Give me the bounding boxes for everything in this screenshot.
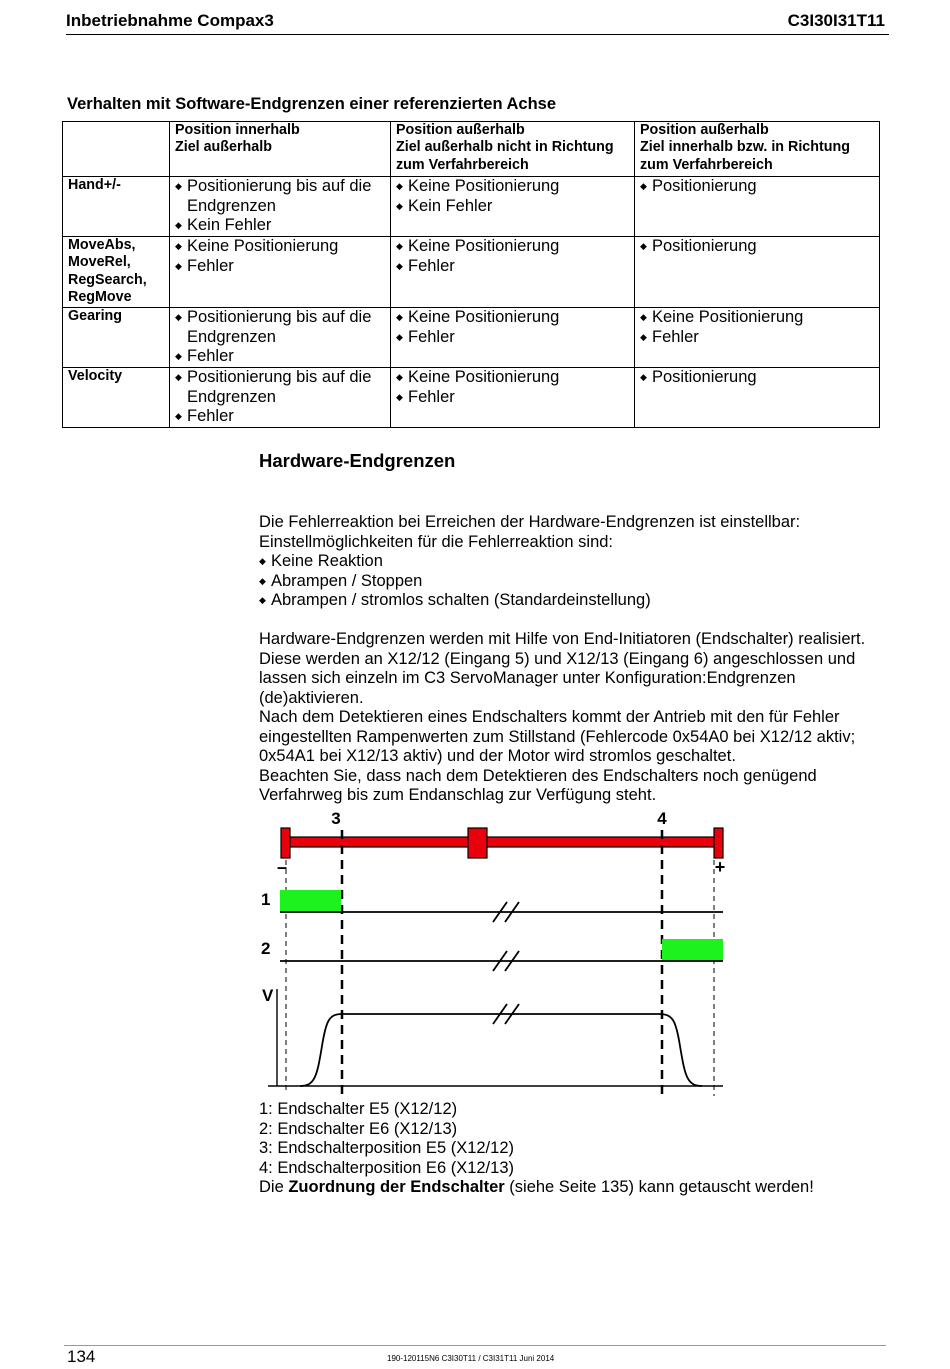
row-label: Velocity xyxy=(63,368,170,428)
cell-bullet: ◆ Keine Positionierung xyxy=(396,308,629,328)
page-number: 134 xyxy=(67,1347,96,1366)
velocity-axis-label: V xyxy=(262,986,274,1005)
cell-bullet: ◆ Fehler xyxy=(175,347,385,367)
cell-bullet: ◆ Positionierung bis auf die Endgrenzen xyxy=(175,177,385,216)
option-bullet: ◆ Abrampen / stromlos schalten (Standardeinstellung) xyxy=(259,591,899,611)
legend-item: 1: Endschalter E5 (X12/12) xyxy=(259,1100,458,1118)
hardware-limits-heading: Hardware-Endgrenzen xyxy=(259,450,456,471)
legend-item: 2: Endschalter E6 (X12/13) xyxy=(259,1119,458,1138)
cell-bullet: ◆ Fehler xyxy=(175,257,385,277)
column-header-line2: Ziel außerhalb xyxy=(175,139,272,156)
diagram-legend xyxy=(259,1100,814,1198)
row-label: MoveAbs, MoveRel, RegSearch, RegMove xyxy=(63,237,170,308)
velocity-profile-curve xyxy=(300,1014,702,1086)
table-cell xyxy=(635,237,880,308)
table-cell xyxy=(391,177,635,237)
row-label: Hand+/- xyxy=(63,177,170,237)
cell-bullet: ◆ Fehler xyxy=(175,407,385,427)
table-cell xyxy=(635,308,880,368)
text-line: Einstellmöglichkeiten für die Fehlerreaktion sind: xyxy=(259,532,614,551)
minus-label: – xyxy=(276,857,288,877)
text-line: Hardware-Endgrenzen werden mit Hilfe von End-Initiatoren (Endschalter) realisiert. xyxy=(259,630,866,648)
legend-item: 3: Endschalterposition E5 (X12/12) xyxy=(259,1139,514,1157)
cell-bullet: ◆ Fehler xyxy=(396,257,629,277)
cell-bullet: ◆ Keine Positionierung xyxy=(396,177,629,197)
table-header-row xyxy=(63,122,880,177)
hw-paragraph xyxy=(259,630,899,806)
table-cell xyxy=(635,368,880,428)
table-cell xyxy=(170,368,391,428)
cell-bullet: ◆ Positionierung xyxy=(640,177,874,197)
cell-bullet: ◆ Keine Positionierung xyxy=(396,368,629,388)
text-line: (de)aktivieren. xyxy=(259,688,364,707)
signal-1-label: 1 xyxy=(261,890,271,909)
cell-bullet: ◆ Keine Positionierung xyxy=(175,237,385,257)
text-line: Verfahrweg bis zum Endanschlag zur Verfügung steht. xyxy=(259,786,657,804)
table-cell xyxy=(170,308,391,368)
table-corner-cell xyxy=(63,122,170,177)
text-line: 0x54A1 bei X12/13 aktiv) und der Motor wird stromlos geschaltet. xyxy=(259,747,736,765)
cell-bullet: ◆ Kein Fehler xyxy=(175,216,385,236)
marker-4-label: 4 xyxy=(657,809,667,828)
section-title: Verhalten mit Software-Endgrenzen einer referenzierten Achse xyxy=(67,95,557,113)
software-limits-table xyxy=(62,121,880,428)
switch-2-active-block xyxy=(662,939,723,961)
switch-1-active-block xyxy=(280,890,341,912)
column-header-line2: Ziel außerhalb nicht in Richtung zum Verfahrbereich xyxy=(396,139,614,173)
option-bullet: ◆ Keine Reaktion xyxy=(259,552,899,572)
cell-bullet: ◆ Kein Fehler xyxy=(396,197,629,217)
table-row xyxy=(63,237,880,308)
carriage xyxy=(468,828,487,858)
column-header-line1: Position innerhalb xyxy=(175,122,300,138)
header-doc-id: C3I30I31T11 xyxy=(787,11,885,30)
cell-bullet: ◆ Fehler xyxy=(396,388,629,408)
cell-bullet: ◆ Fehler xyxy=(640,328,874,348)
table-row xyxy=(63,368,880,428)
column-header xyxy=(635,122,880,177)
column-header xyxy=(170,122,391,177)
signal-2-label: 2 xyxy=(261,939,271,958)
header-title: Inbetriebnahme Compax3 xyxy=(66,11,274,30)
assignment-note xyxy=(259,1178,814,1198)
note-text: Die xyxy=(259,1178,289,1196)
note-emphasis: Zuordnung der Endschalter xyxy=(288,1178,505,1196)
table-cell xyxy=(635,177,880,237)
text-line: Die Fehlerreaktion bei Erreichen der Hardware-Endgrenzen ist einstellbar: xyxy=(259,513,801,531)
table-cell xyxy=(391,308,635,368)
footer-divider xyxy=(64,1345,886,1346)
column-header-line1: Position außerhalb xyxy=(640,122,769,138)
left-end-stop xyxy=(281,828,290,858)
cell-bullet: ◆ Keine Positionierung xyxy=(396,237,629,257)
column-header xyxy=(391,122,635,177)
page-header xyxy=(66,10,889,35)
marker-3-label: 3 xyxy=(331,809,341,828)
footer-doc-reference: 190-120115N6 C3I30T11 / C3I31T11 Juni 2014 xyxy=(387,1354,555,1363)
table-row xyxy=(63,308,880,368)
text-line: lassen sich einzeln im C3 ServoManager unter Konfiguration:Endgrenzen xyxy=(259,669,796,687)
cell-bullet: ◆ Keine Positionierung xyxy=(640,308,874,328)
right-end-stop xyxy=(714,828,723,858)
plus-label: + xyxy=(714,857,726,877)
table-row xyxy=(63,177,880,237)
text-line: Diese werden an X12/12 (Eingang 5) und X12/13 (Eingang 6) angeschlossen und xyxy=(259,649,856,668)
option-bullet: ◆ Abrampen / Stoppen xyxy=(259,572,899,592)
table-cell xyxy=(391,237,635,308)
cell-bullet: ◆ Positionierung xyxy=(640,237,874,257)
row-label: Gearing xyxy=(63,308,170,368)
travel-axis-bar xyxy=(286,837,718,847)
cell-bullet: ◆ Positionierung xyxy=(640,368,874,388)
text-line: eingestellten Rampenwerten zum Stillstand (Fehlercode 0x54A0 bei X12/12 aktiv; xyxy=(259,727,856,746)
hw-intro xyxy=(259,513,899,611)
table-cell xyxy=(170,177,391,237)
note-text: (siehe Seite 135) kann getauscht werden! xyxy=(504,1178,814,1196)
limit-switch-diagram xyxy=(255,806,735,1096)
table-cell xyxy=(170,237,391,308)
column-header-line1: Position außerhalb xyxy=(396,122,525,138)
legend-item: 4: Endschalterposition E6 (X12/13) xyxy=(259,1158,514,1177)
cell-bullet: ◆ Positionierung bis auf die Endgrenzen xyxy=(175,308,385,347)
cell-bullet: ◆ Positionierung bis auf die Endgrenzen xyxy=(175,368,385,407)
column-header-line2: Ziel innerhalb bzw. in Richtung zum Verfahrbereich xyxy=(640,139,850,173)
text-line: Nach dem Detektieren eines Endschalters kommt der Antrieb mit den für Fehler xyxy=(259,708,840,726)
table-cell xyxy=(391,368,635,428)
cell-bullet: ◆ Fehler xyxy=(396,328,629,348)
text-line: Beachten Sie, dass nach dem Detektieren des Endschalters noch genügend xyxy=(259,766,817,785)
